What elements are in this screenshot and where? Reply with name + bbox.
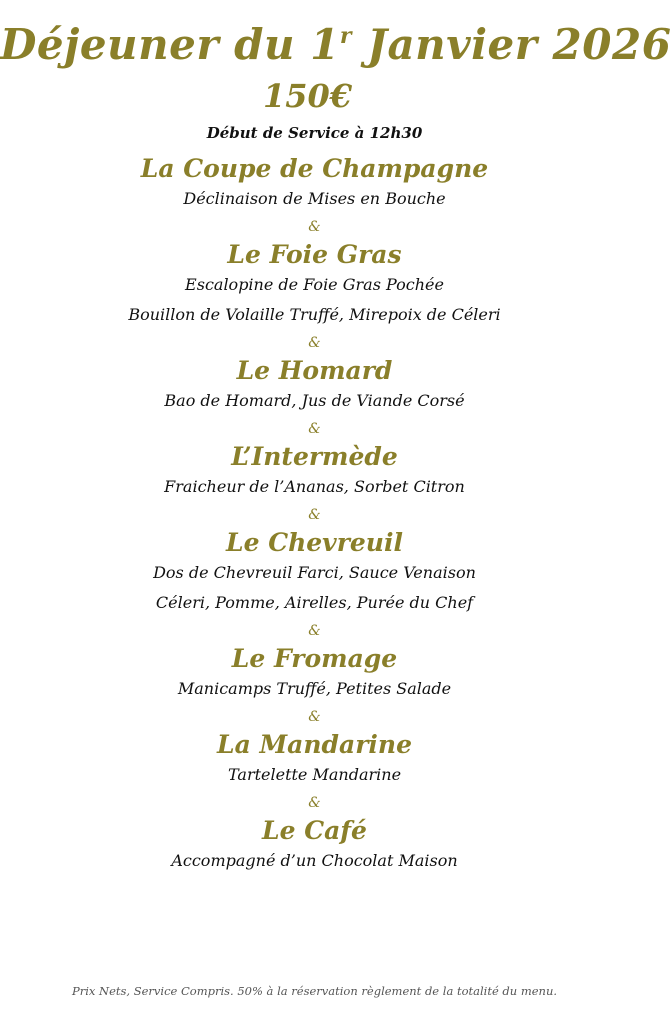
menu-price: 150€ — [262, 77, 353, 115]
course-title: Le Foie Gras — [227, 240, 402, 269]
course-separator: & — [308, 335, 321, 351]
menu-title-main: Déjeuner du 1 — [0, 20, 340, 69]
course-title: L’Intermède — [231, 442, 398, 471]
course-description: Céleri, Pomme, Airelles, Purée du Chef — [155, 593, 474, 612]
course-title: Le Homard — [236, 356, 393, 385]
course-item — [0, 356, 629, 416]
course-item — [0, 442, 629, 502]
course-separator: & — [308, 795, 321, 811]
course-description: Bouillon de Volaille Truffé, Mirepoix de Céleri — [128, 305, 501, 324]
course-item — [0, 644, 629, 704]
course-description: Tartelette Mandarine — [227, 765, 402, 784]
menu-title — [0, 0, 671, 76]
menu-title-rest: Janvier 2026 — [351, 20, 671, 69]
course-separator: & — [308, 421, 321, 437]
service-start-time: Début de Service à 12h30 — [206, 124, 423, 142]
course-description: Dos de Chevreuil Farci, Sauce Venaison — [153, 563, 476, 582]
course-item — [0, 154, 629, 214]
course-description: Manicamps Truffé, Petites Salade — [177, 679, 452, 698]
course-item — [0, 240, 629, 330]
course-separator: & — [308, 709, 321, 725]
course-item — [0, 528, 629, 618]
course-description: Bao de Homard, Jus de Viande Corsé — [164, 391, 465, 410]
course-title: Le Fromage — [231, 644, 398, 673]
course-separator: & — [308, 623, 321, 639]
menu-footer-note: Prix Nets, Service Compris. 50% à la réservation règlement de la totalité du menu. — [71, 984, 558, 998]
course-title: La Mandarine — [217, 730, 412, 759]
course-separator: & — [308, 219, 321, 235]
course-description: Escalopine de Foie Gras Pochée — [185, 275, 444, 294]
course-item — [0, 730, 629, 790]
course-title: Le Chevreuil — [226, 528, 403, 557]
course-title: Le Café — [262, 816, 367, 845]
course-separator: & — [308, 507, 321, 523]
course-item — [0, 816, 629, 876]
course-description: Fraicheur de l’Ananas, Sorbet Citron — [164, 477, 465, 496]
course-title: La Coupe de Champagne — [140, 154, 489, 183]
course-description: Accompagné d’un Chocolat Maison — [171, 851, 458, 870]
menu-title-superscript: r — [339, 23, 352, 49]
course-description: Déclinaison de Mises en Bouche — [183, 189, 446, 208]
